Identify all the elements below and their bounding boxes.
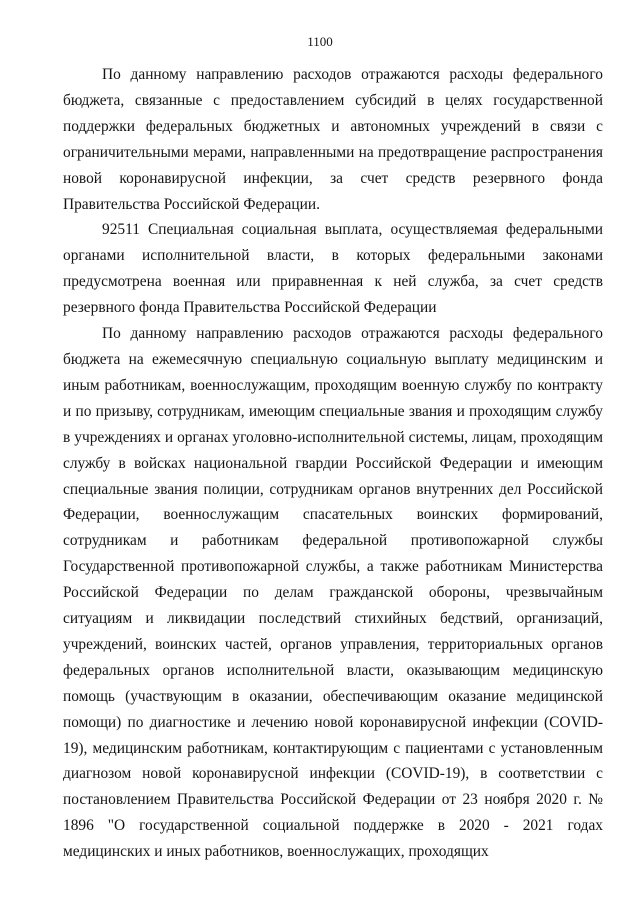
paragraph-code-92511-heading: 92511 Специальная социальная выплата, осуществляемая федеральными органами исполнительной власти, в которых федеральными законами предусмотрена военная или приравненная к ней служба, за счет средств резервного фонда Правительства Российской Федерации xyxy=(63,221,603,317)
page-number: 1100 xyxy=(307,34,333,49)
paragraph-special-payment-description: По данному направлению расходов отражаются расходы федерального бюджета на ежемесячную специальную социальную выплату медицинским и иным работникам, военнослужащим, проходящим военную службу по контракту и по призыву, сотрудникам, имеющим специальные звания и проходящим службу в учреждениях и органах уголовно-исполнительной системы, лицам, проходящим службу в войсках национальной гвардии Российской Федерации и имеющим специальные звания полиции, сотрудникам органов внутренних дел Российской Федерации, военнослужащим спасательных воинских формирований, сотрудникам и работникам федеральной противопожарной службы Государственной противопожарной службы, а также работникам Министерства Российской Федерации по делам гражданской обороны, чрезвычайным ситуациям и ликвидации последствий стихийных бедствий, организаций, учреждений, воинских частей, органов управления, территориальных органов федеральных органов исполнительной власти, оказывающим медицинскую помощь (участвующим в оказании, обеспечивающим оказание медицинской помощи) по диагностике и лечению новой коронавирусной инфекции (COVID-19), медицинским работникам, контактирующим с пациентами с установленным диагнозом новой коронавирусной инфекции (COVID-19), в соответствии с постановлением Правительства Российской Федерации от 23 ноября 2020 г. № 1896 "О государственной социальной поддержке в 2020 - 2021 годах медицинских и иных работников, военнослужащих, проходящих xyxy=(63,325,603,861)
document-body xyxy=(63,62,603,865)
paragraph-subsidies-description: По данному направлению расходов отражаются расходы федерального бюджета, связанные с предоставлением субсидий в целях государственной поддержки федеральных бюджетных и автономных учреждений в связи с ограничительными мерами, направленными на предотвращение распространения новой коронавирусной инфекции, за счет средств резервного фонда Правительства Российской Федерации. xyxy=(63,66,603,213)
